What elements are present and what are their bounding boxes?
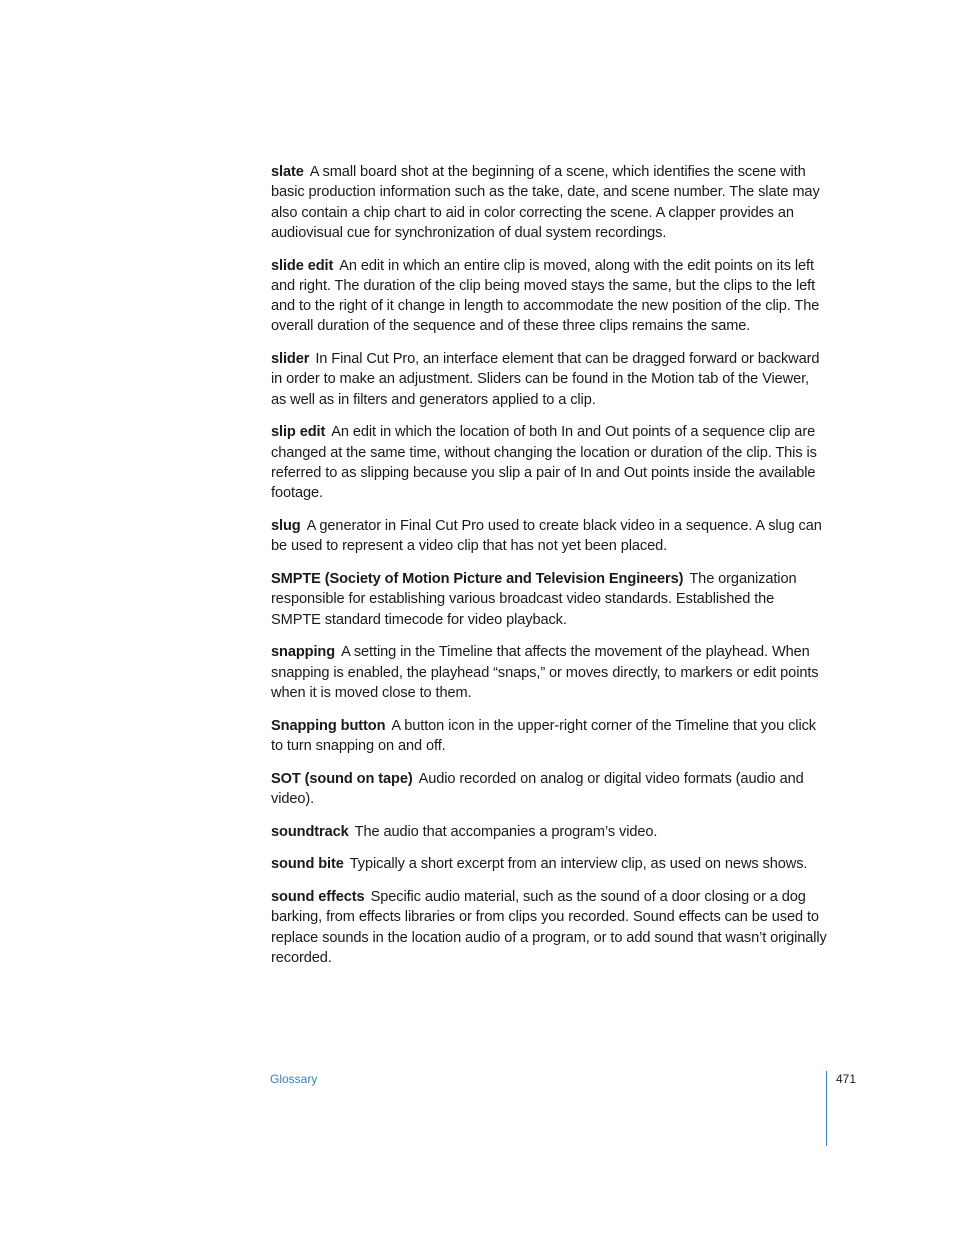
glossary-term: SMPTE (Society of Motion Picture and Television Engineers) xyxy=(271,571,684,587)
glossary-term: slate xyxy=(271,164,304,180)
glossary-entry-snapping xyxy=(271,642,827,703)
glossary-definition: In Final Cut Pro, an interface element that can be dragged forward or backward in order to make an adjustment. Sliders can be found in the Motion tab of the Viewer, as well as in filters and generators applied to a clip. xyxy=(271,351,820,408)
footer-divider xyxy=(826,1071,827,1146)
glossary-entry-soundtrack xyxy=(271,822,827,842)
glossary-entries xyxy=(271,162,827,980)
glossary-term: sound bite xyxy=(271,856,344,873)
glossary-term: slug xyxy=(271,518,301,535)
glossary-term: soundtrack xyxy=(271,823,349,840)
glossary-definition: The audio that accompanies a program’s video. xyxy=(354,823,658,840)
footer-section-label: Glossary xyxy=(270,1072,318,1086)
glossary-entry-sot xyxy=(271,769,827,810)
glossary-term: slide edit xyxy=(271,257,334,274)
page-number: 471 xyxy=(836,1072,857,1086)
glossary-definition: Specific audio material, such as the sound of a door closing or a dog barking, from effects libraries or from clips you recorded. Sound effects can be used to replace sounds in the location audio of a program, or to add sound that wasn’t originally recorded. xyxy=(271,888,827,966)
glossary-entry-sound-bite xyxy=(271,854,827,874)
glossary-entry-slug xyxy=(271,516,827,557)
glossary-definition: A button icon in the upper-right corner of the Timeline that you click to turn snapping on and off. xyxy=(271,717,816,754)
glossary-term: slip edit xyxy=(271,424,326,441)
glossary-entry-slate xyxy=(271,162,827,243)
glossary-definition: An edit in which an entire clip is moved, along with the edit points on its left and right. The duration of the clip being moved stays the same, but the clips to the left and to the right of it change in length to accommodate the new position of the clip. The overall duration of the sequence and of these three clips remains the same. xyxy=(271,257,820,335)
glossary-definition: A generator in Final Cut Pro used to create black video in a sequence. A slug can be used to represent a video clip that has not yet been placed. xyxy=(271,518,822,555)
glossary-entry-smpte xyxy=(271,569,827,630)
glossary-entry-slip-edit xyxy=(271,422,827,503)
glossary-term: Snapping button xyxy=(271,717,386,734)
glossary-entry-slide-edit xyxy=(271,256,827,337)
glossary-term: slider xyxy=(271,351,310,368)
glossary-definition: Typically a short excerpt from an interview clip, as used on news shows. xyxy=(349,856,808,873)
glossary-definition: An edit in which the location of both In and Out points of a sequence clip are changed at the same time, without changing the location or duration of the clip. This is referred to as slipping because you slip a pair of In and Out points inside the available footage. xyxy=(271,424,817,502)
glossary-term: sound effects xyxy=(271,888,365,905)
glossary-entry-snapping-button xyxy=(271,716,827,757)
glossary-definition: The organization responsible for establishing various broadcast video standards. Established the SMPTE standard timecode for video playback. xyxy=(271,571,797,628)
glossary-term: snapping xyxy=(271,644,336,661)
glossary-term: SOT (sound on tape) xyxy=(271,770,413,787)
glossary-entry-sound-effects xyxy=(271,887,827,968)
glossary-definition: Audio recorded on analog or digital video formats (audio and video). xyxy=(271,770,804,807)
glossary-definition: A setting in the Timeline that affects the movement of the playhead. When snapping is enabled, the playhead “snaps,” or moves directly, to markers or edit points when it is moved close to them. xyxy=(271,644,819,701)
glossary-entry-slider xyxy=(271,349,827,410)
glossary-definition: A small board shot at the beginning of a scene, which identifies the scene with basic production information such as the take, date, and scene number. The slate may also contain a chip chart to aid in color correcting the scene. A clapper provides an audiovisual cue for synchronization of dual system recordings. xyxy=(271,164,820,241)
